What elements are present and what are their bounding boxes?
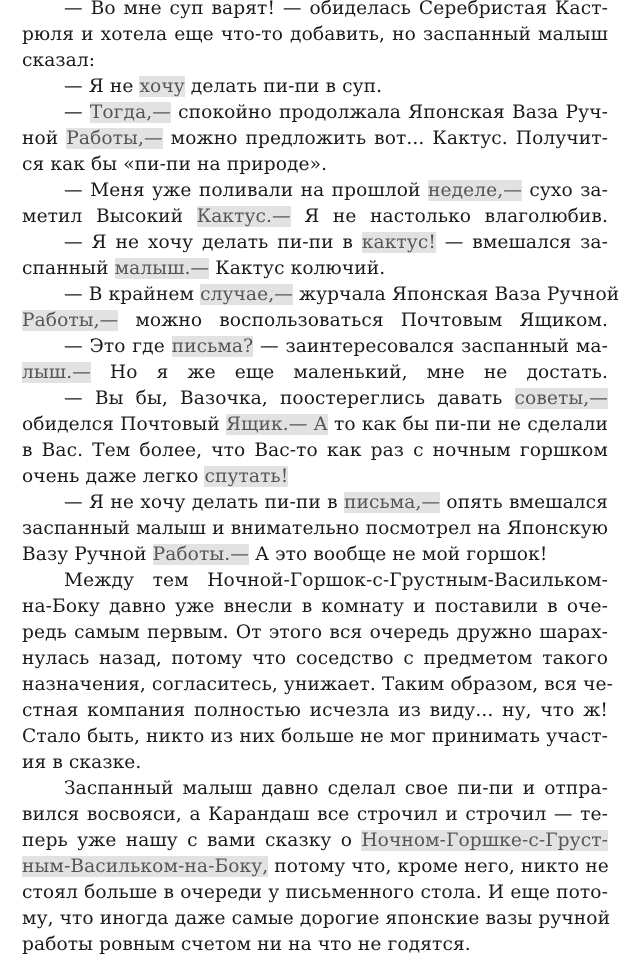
- text-run: Стало быть, никто из них больше не мог принимать участ-: [22, 726, 608, 747]
- text-run: Между тем Ночной-Горшок-с-Грустным-Васильком-: [64, 570, 608, 591]
- text-line: [22, 906, 611, 932]
- text-run: стоял больше в очереди у письменного стола. И еще пото-: [22, 882, 608, 903]
- text-run: ся как бы «пи-пи на природе».: [22, 154, 328, 175]
- text-run: Вазу Ручной: [22, 544, 153, 565]
- text-run: очень даже легко: [22, 466, 205, 487]
- text-line: [22, 516, 608, 542]
- text-run: можно предложить вот... Кактус. Получит-: [162, 128, 608, 149]
- text-run: редь самым первым. От этого вся очередь дружно шарах-: [22, 622, 608, 643]
- text-run: заспанный малыш и внимательно посмотрел на Японскую: [22, 518, 608, 539]
- text-run: обиделся Почтовый: [22, 414, 226, 435]
- highlighted-word: лыш.—: [22, 362, 91, 383]
- highlighted-word: случае,—: [200, 284, 293, 305]
- highlighted-word: кактус!: [361, 232, 436, 253]
- text-line: [22, 22, 608, 48]
- text-line: [64, 100, 608, 126]
- text-line: [64, 230, 608, 256]
- text-line: [22, 802, 608, 828]
- highlighted-word: Ночном-Горшке-с-Груст-: [361, 830, 608, 851]
- text-run: ной: [22, 128, 67, 149]
- text-line: [22, 646, 608, 672]
- text-run: спанный: [22, 258, 115, 279]
- text-line: [22, 360, 608, 386]
- text-run: сказал:: [22, 50, 96, 71]
- text-line: [22, 828, 608, 854]
- text-run: — заинтересовался заспанный ма-: [253, 336, 609, 357]
- text-run: Кактус колючий.: [209, 258, 386, 279]
- text-line: [22, 750, 608, 776]
- highlighted-word: Работы,—: [22, 310, 119, 331]
- text-run: опять вмешался: [440, 492, 609, 513]
- text-run: работы ровным счетом ни на что не годятся.: [22, 934, 471, 955]
- text-line: [22, 854, 608, 880]
- highlighted-word: Кактус.—: [196, 206, 291, 227]
- text-run: Я не настолько влаголюбив.: [290, 206, 608, 227]
- text-run: журчала Японская Ваза Ручной: [292, 284, 620, 305]
- text-line: [64, 0, 608, 22]
- text-run: перь уже нашу с вами сказку о: [22, 830, 362, 851]
- text-run: — Я не хочу делать пи-пи в: [64, 232, 362, 253]
- text-line: [22, 594, 608, 620]
- text-run: му, что иногда даже самые дорогие японские вазы ручной: [22, 908, 611, 929]
- text-line: [22, 152, 608, 178]
- text-line: [64, 282, 620, 308]
- text-run: ия в сказке.: [22, 752, 142, 773]
- highlighted-word: Ящик.— А: [226, 414, 328, 435]
- text-run: вился восвояси, а Карандаш все строчил и строчил — те-: [22, 804, 608, 825]
- text-run: — Меня уже поливали на прошлой: [64, 180, 428, 201]
- text-run: — Это где: [64, 336, 172, 357]
- text-run: то как бы пи-пи не сделали: [327, 414, 608, 435]
- text-line: [64, 568, 608, 594]
- highlighted-word: хочу: [139, 76, 185, 97]
- text-run: — Вы бы, Вазочка, поостереглись давать: [64, 388, 515, 409]
- highlighted-word: письма,—: [343, 492, 441, 513]
- highlighted-word: Работы.—: [152, 544, 249, 565]
- text-run: метил Высокий: [22, 206, 197, 227]
- text-line: [22, 542, 608, 568]
- highlighted-word: Работы,—: [66, 128, 163, 149]
- text-line: [22, 724, 608, 750]
- text-run: нулась назад, потому что соседство с предметом такого: [22, 648, 608, 669]
- text-run: стная компания полностью исчезла из виду... ну, что ж!: [22, 700, 608, 721]
- text-line: [22, 880, 608, 906]
- text-line: [22, 672, 614, 698]
- text-line: [22, 126, 608, 152]
- text-run: — В крайнем: [64, 284, 201, 305]
- text-run: — вмешался за-: [435, 232, 608, 253]
- text-line: [22, 698, 608, 724]
- text-run: на-Боку давно уже внесли в комнату и поставили в оче-: [22, 596, 608, 617]
- highlighted-word: письма?: [171, 336, 254, 357]
- text-line: [22, 412, 608, 438]
- highlighted-word: советы,—: [514, 388, 608, 409]
- text-run: А это вообще не мой горшок!: [248, 544, 548, 565]
- text-run: спокойно продолжала Японская Ваза Руч-: [170, 102, 608, 123]
- text-line: [22, 464, 608, 490]
- highlighted-word: малыш.—: [114, 258, 210, 279]
- text-run: назначения, согласитесь, унижает. Таким образом, вся че-: [22, 674, 614, 695]
- text-line: [22, 620, 608, 646]
- highlighted-word: неделе,—: [427, 180, 522, 201]
- text-run: потому что, кроме него, никто не: [268, 856, 609, 877]
- text-run: в Вас. Тем более, что Вас-то как раз с ночным горшком: [22, 440, 608, 461]
- text-run: Но я же еще маленький, мне не достать.: [90, 362, 608, 383]
- text-run: — Я не хочу делать пи-пи в: [64, 492, 344, 513]
- text-run: рюля и хотела еще что-то добавить, но заспанный малыш: [22, 24, 608, 45]
- text-line: [22, 48, 608, 74]
- text-run: Заспанный малыш давно сделал свое пи-пи и отпра-: [64, 778, 608, 799]
- text-line: [22, 256, 608, 282]
- text-run: сухо за-: [521, 180, 608, 201]
- text-run: делать пи-пи в суп.: [184, 76, 383, 97]
- text-run: — Во мне суп варят! — обиделась Серебристая Каст-: [64, 0, 608, 19]
- highlighted-word: ным-Васильком-на-Боку,: [22, 856, 269, 877]
- text-line: [22, 204, 608, 230]
- text-line: [22, 932, 608, 958]
- text-line: [64, 74, 608, 100]
- text-line: [64, 386, 608, 412]
- text-line: [64, 490, 608, 516]
- text-line: [64, 334, 608, 360]
- highlighted-word: Тогда,—: [89, 102, 171, 123]
- text-run: можно воспользоваться Почтовым Ящиком.: [118, 310, 608, 331]
- text-line: [64, 776, 608, 802]
- text-line: [22, 438, 608, 464]
- text-line: [22, 308, 608, 334]
- text-run: — Я не: [64, 76, 140, 97]
- text-line: [64, 178, 608, 204]
- text-run: —: [64, 102, 90, 123]
- highlighted-word: спутать!: [204, 466, 289, 487]
